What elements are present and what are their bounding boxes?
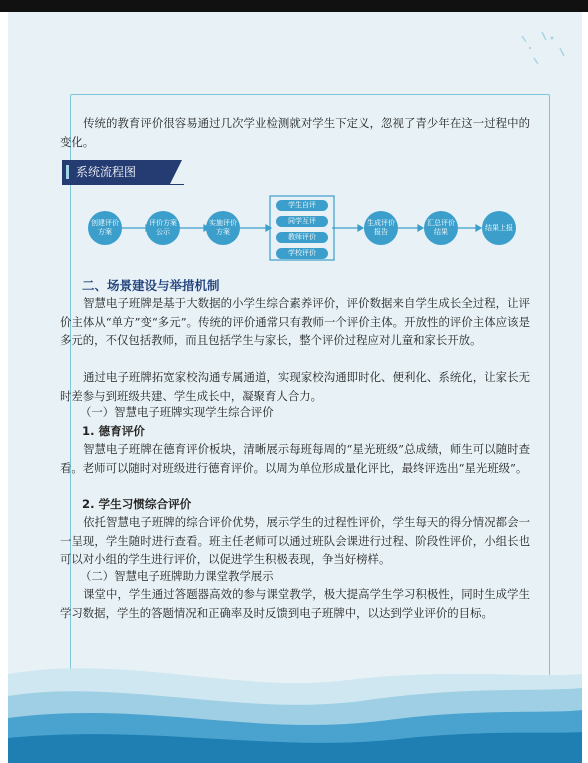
bottom-wave-decoration: [8, 634, 582, 763]
flow-node-4: 生成评价报告: [364, 211, 398, 245]
paragraph-1: 智慧电子班牌是基于大数据的小学生综合素养评价，评价数据来自学生成长全过程，让评价主体从“单方”变“多元”。传统的评价通常只有教师一个评价主体。开放性的评价主体应该是多元的，不仅包括教师，而且包括学生与家长，整个评价过程应对儿童和家长开放。: [60, 296, 530, 347]
arrowhead-4: [358, 225, 363, 231]
section-title-bar: [62, 160, 170, 184]
flow-node-2: 评价方案公示: [146, 211, 180, 245]
arrowhead-6: [476, 225, 481, 231]
flow-node-5: 汇总评价结果: [424, 211, 458, 245]
arrowhead-5: [418, 225, 423, 231]
subheading-1: （一）智慧电子班牌实现学生综合评价: [80, 405, 274, 419]
paragraph-5: 课堂中，学生通过答题器高效的参与课堂教学，极大提高学生学习积极性，同时生成学生学习数据，学生的答题情况和正确率及时反馈到电子班牌中，以达到学业评价的目标。: [60, 587, 530, 620]
flow-node-1: 创建评价方案: [88, 211, 122, 245]
flow-pill-2: 同学互评: [276, 216, 328, 227]
flow-node-6: 结果上报: [482, 211, 516, 245]
flow-pill-4: 学校评价: [276, 248, 328, 259]
heading-scene-construction: 二、场景建设与举措机制: [82, 278, 220, 293]
heading-habit-evaluation: 2. 学生习惯综合评价: [82, 497, 192, 511]
flow-diagram: [8, 192, 582, 272]
flow-node-3: 实施评价方案: [206, 211, 240, 245]
heading-moral-evaluation: 1. 德育评价: [82, 424, 145, 438]
paragraph-2: 通过电子班牌拓宽家校沟通专属通道，实现家校沟通即时化、便利化、系统化，让家长无时差参与到班级共建、学生成长中，凝聚育人合力。: [60, 370, 530, 403]
paragraph-4: 依托智慧电子班牌的综合评价优势，展示学生的过程性评价，学生每天的得分情况都会一一呈现，学生随时进行查看。班主任老师可以通过班队会课进行过程、阶段性评价，小组长也可以对小组的学生进行评价，以促进学生积极表现，争当好榜样。: [60, 515, 530, 566]
paragraph-3: 智慧电子班牌在德育评价板块，清晰展示每班每周的“星光班级”总成绩，师生可以随时查看。老师可以随时对班级进行德育评价。以周为单位形成量化评比，最终评选出“星光班级”。: [60, 442, 530, 475]
subheading-2: （二）智慧电子班牌助力课堂教学展示: [80, 569, 274, 583]
flow-pill-1: 学生自评: [276, 200, 328, 211]
scan-top-edge: [0, 0, 588, 12]
intro-paragraph: 传统的教育评价很容易通过几次学业检测就对学生下定义，忽视了青少年在这一过程中的变化。: [60, 116, 530, 149]
flow-pill-3: 教师评价: [276, 232, 328, 243]
section-title: 系统流程图: [76, 165, 137, 179]
corner-decoration: [512, 28, 572, 88]
document-page: [8, 12, 582, 763]
section-title-tail: [170, 160, 182, 184]
section-title-underline: [62, 184, 184, 185]
